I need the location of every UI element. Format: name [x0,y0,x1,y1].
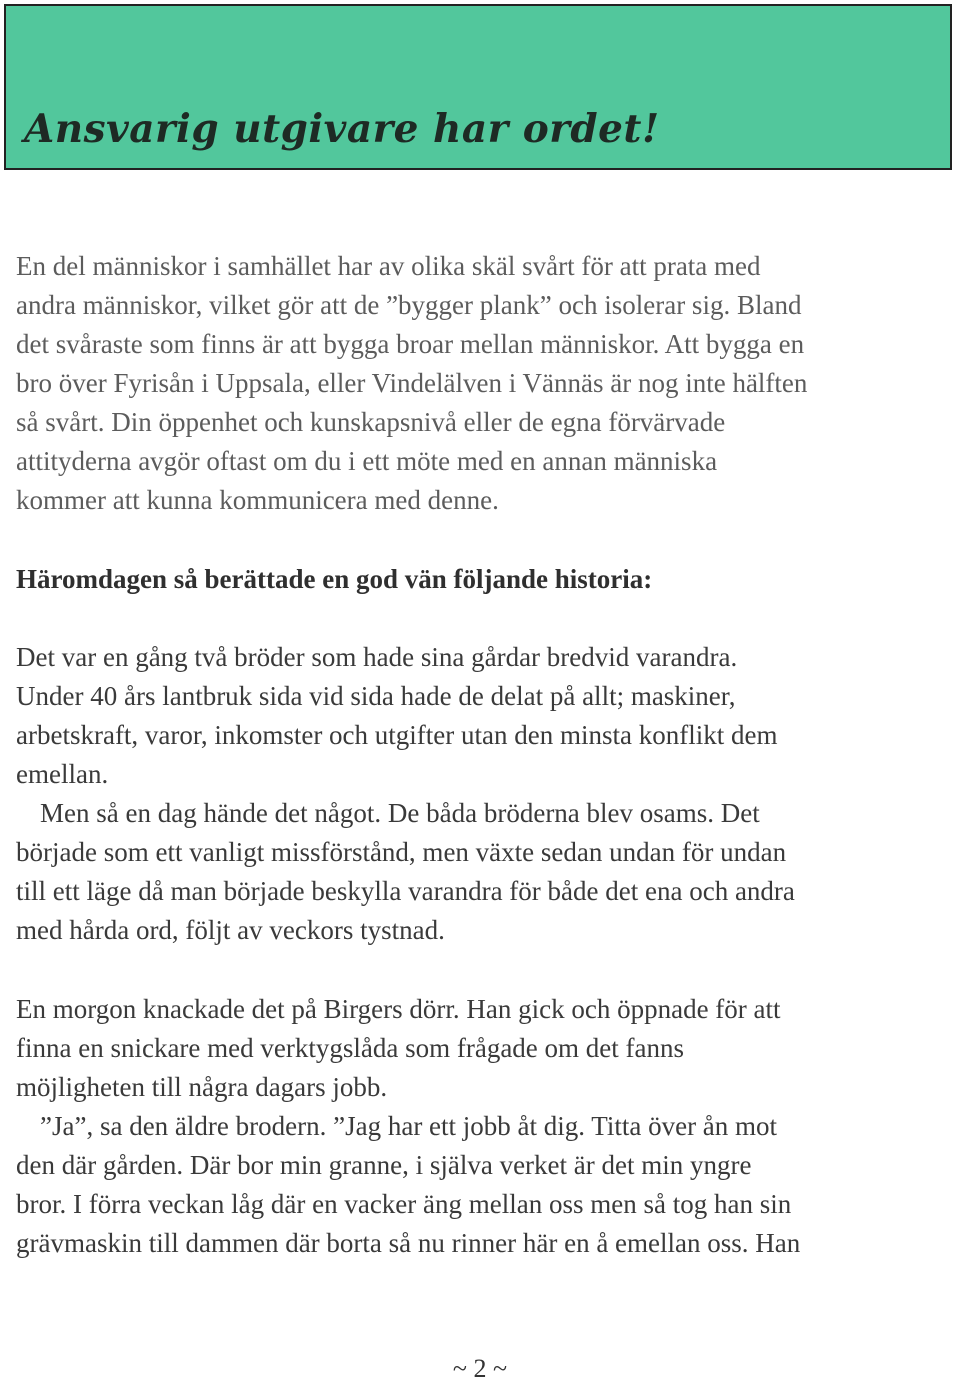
intro-line: bro över Fyrisån i Uppsala, eller Vindelälven i Vännäs är nog inte hälften [16,368,808,398]
story-line: finna en snickare med verktygslåda som frågade om det fanns [16,1033,685,1063]
story-line: arbetskraft, varor, inkomster och utgifter utan den minsta konflikt dem [16,720,778,750]
story-line: grävmaskin till dammen där borta så nu rinner här en å emellan oss. Han [16,1228,801,1258]
intro-line: kommer att kunna kommunicera med denne. [16,485,499,515]
intro-line: så svårt. Din öppenhet och kunskapsnivå eller de egna förvärvade [16,407,726,437]
story-line: En morgon knackade det på Birgers dörr. Han gick och öppnade för att [16,994,781,1024]
intro-line: En del människor i samhället har av olika skäl svårt för att prata med [16,251,761,281]
story-line: ”Ja”, sa den äldre brodern. ”Jag har ett jobb åt dig. Titta över ån mot [40,1111,778,1141]
story-line: emellan. [16,759,109,789]
story-line: började som ett vanligt missförstånd, men växte sedan undan för undan [16,837,787,867]
intro-line: attityderna avgör oftast om du i ett möte med en annan människa [16,446,718,476]
intro-line: det svåraste som finns är att bygga broar mellan människor. Att bygga en [16,329,805,359]
page-title: Ansvarig utgivare har ordet! [24,106,660,152]
story-line: möjligheten till några dagars jobb. [16,1072,388,1102]
story-line: med hårda ord, följt av veckors tystnad. [16,915,445,945]
intro-line: andra människor, vilket gör att de ”bygger plank” och isolerar sig. Bland [16,290,802,320]
page-number: ~ 2 ~ [452,1354,508,1383]
header-banner [4,4,952,170]
story-heading: Häromdagen så berättade en god vän följande historia: [16,564,653,594]
story-line: bror. I förra veckan låg där en vacker äng mellan oss men så tog han sin [16,1189,792,1219]
story-line: Det var en gång två bröder som hade sina gårdar bredvid varandra. [16,642,738,672]
story-line: Men så en dag hände det något. De båda bröderna blev osams. Det [40,798,760,828]
story-line: Under 40 års lantbruk sida vid sida hade de delat på allt; maskiner, [16,681,736,711]
story-line: den där gården. Där bor min granne, i själva verket är det min yngre [16,1150,752,1180]
story-line: till ett läge då man började beskylla varandra för både det ena och andra [16,876,795,906]
